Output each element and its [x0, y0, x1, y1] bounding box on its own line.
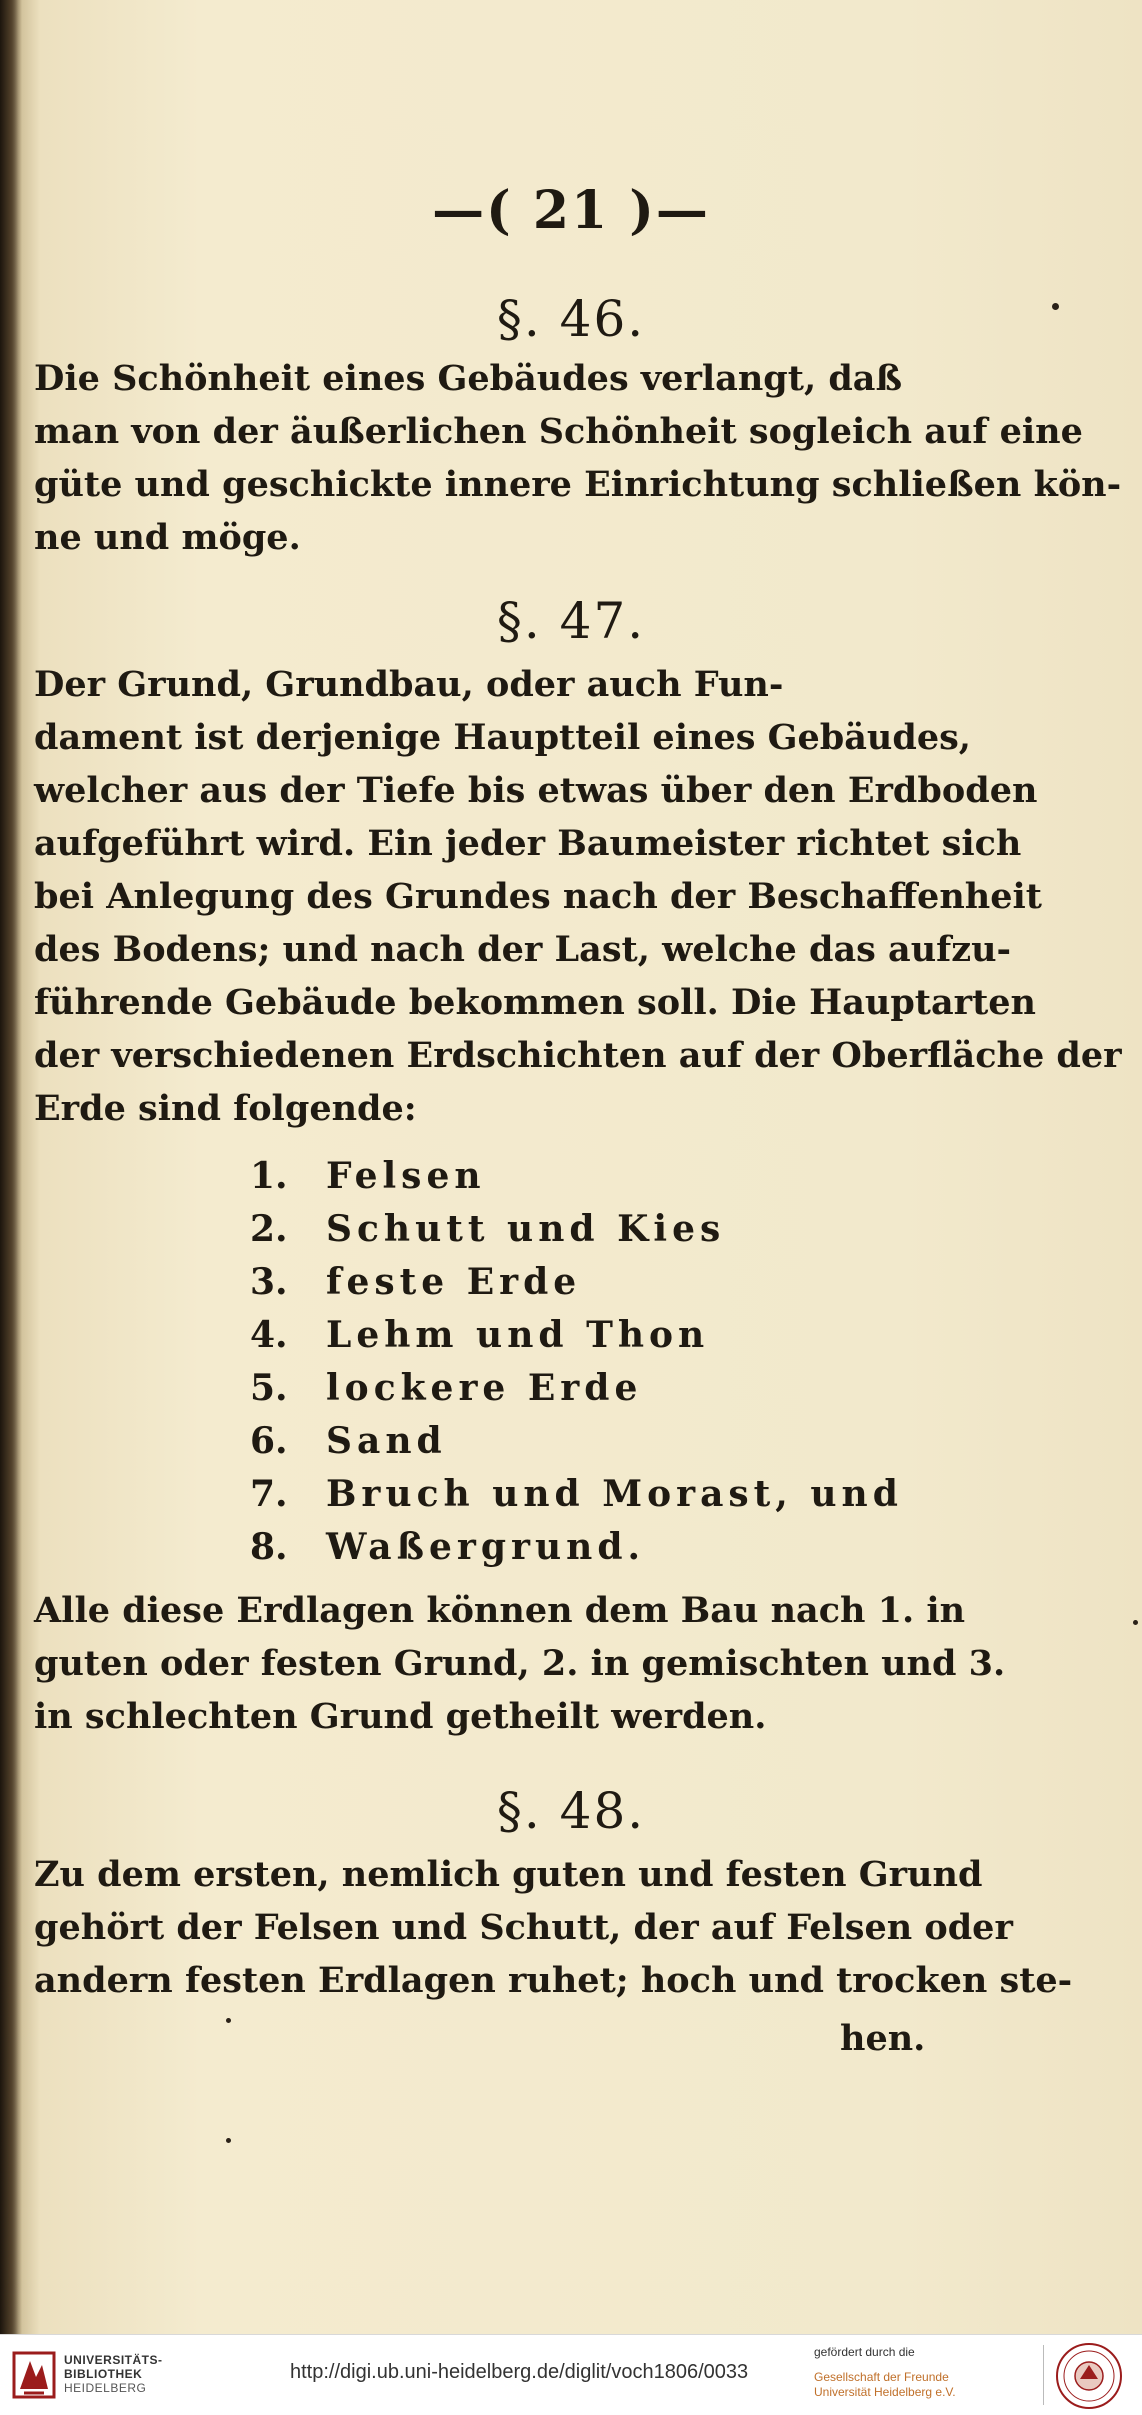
text-line: in schlechten Grund getheilt werden.: [34, 1696, 767, 1737]
library-name-line: HEIDELBERG: [64, 2381, 147, 2395]
sponsor-name: Universität Heidelberg e.V.: [814, 2385, 956, 2399]
list-text: Bruch und Morast, und: [326, 1473, 903, 1515]
list-item: [250, 1521, 903, 1574]
list-text: Lehm und Thon: [326, 1314, 710, 1356]
list-item: [250, 1362, 903, 1415]
text-line: führende Gebäude bekommen soll. Die Hauptarten: [34, 982, 1036, 1023]
list-number: 5.: [250, 1367, 288, 1409]
university-seal-icon: [1054, 2341, 1124, 2411]
sponsor-name: Gesellschaft der Freunde: [814, 2370, 949, 2384]
list-number: 3.: [250, 1261, 288, 1303]
paragraph-46: [34, 352, 1122, 564]
text-line: dament ist derjenige Hauptteil eines Gebäudes,: [34, 717, 971, 758]
text-line: Die Schönheit eines Gebäudes verlangt, daß: [34, 358, 903, 399]
ink-speck: [1052, 303, 1059, 310]
book-spine-shadow: [0, 0, 22, 2334]
text-line: Der Grund, Grundbau, oder auch Fun-: [34, 664, 784, 705]
ink-speck: [226, 2018, 231, 2023]
list-text: Schutt und Kies: [326, 1208, 726, 1250]
text-line: andern festen Erdlagen ruhet; hoch und trocken ste-: [34, 1960, 1073, 2001]
list-text: Waßergrund.: [326, 1526, 646, 1568]
footer-divider: [1043, 2345, 1044, 2405]
library-name: [64, 2353, 163, 2395]
list-text: Felsen: [326, 1155, 486, 1197]
digitization-footer: [0, 2334, 1142, 2415]
ink-speck: [1133, 1620, 1138, 1625]
text-line: Erde sind folgende:: [34, 1088, 417, 1129]
page-header: —( 21 )—: [432, 180, 710, 241]
soil-types-list: [250, 1150, 903, 1574]
text-line: aufgeführt wird. Ein jeder Baumeister richtet sich: [34, 823, 1022, 864]
list-item: [250, 1203, 903, 1256]
list-item: [250, 1415, 903, 1468]
section-heading-48: §. 48.: [496, 1782, 646, 1840]
list-text: Sand: [326, 1420, 447, 1462]
list-item: [250, 1468, 903, 1521]
list-number: 4.: [250, 1314, 288, 1356]
list-number: 2.: [250, 1208, 288, 1250]
text-line: der verschiedenen Erdschichten auf der Oberfläche der: [34, 1035, 1122, 1076]
text-line: gehört der Felsen und Schutt, der auf Felsen oder: [34, 1907, 1013, 1948]
list-item: [250, 1256, 903, 1309]
text-line: Alle diese Erdlagen können dem Bau nach 1. in: [34, 1590, 966, 1631]
list-number: 8.: [250, 1526, 288, 1568]
permalink-url[interactable]: http://digi.ub.uni-heidelberg.de/diglit/voch1806/0033: [290, 2361, 749, 2383]
list-number: 6.: [250, 1420, 288, 1462]
text-line: bei Anlegung des Grundes nach der Beschaffenheit: [34, 876, 1042, 917]
list-text: lockere Erde: [326, 1367, 643, 1409]
text-line: Zu dem ersten, nemlich guten und festen Grund: [34, 1854, 983, 1895]
paragraph-48: [34, 1848, 1073, 2007]
library-name-line: BIBLIOTHEK: [64, 2367, 143, 2381]
section-heading-46: §. 46.: [496, 290, 646, 348]
text-line: guten oder festen Grund, 2. in gemischten und 3.: [34, 1643, 1006, 1684]
list-item: [250, 1150, 903, 1203]
text-line: des Bodens; und nach der Last, welche das aufzu-: [34, 929, 1012, 970]
sponsor-credit: [814, 2345, 1034, 2400]
library-name-line: UNIVERSITÄTS-: [64, 2353, 163, 2367]
list-text: feste Erde: [326, 1261, 582, 1303]
paragraph-47: [34, 658, 1122, 1135]
list-number: 7.: [250, 1473, 288, 1515]
section-heading-47: §. 47.: [496, 592, 646, 650]
ink-speck: [226, 2138, 231, 2143]
list-item: [250, 1309, 903, 1362]
list-number: 1.: [250, 1155, 288, 1197]
university-library-logo-icon: [12, 2349, 56, 2401]
sponsor-prefix: gefördert durch die: [814, 2345, 915, 2359]
catchword: hen.: [840, 2018, 926, 2059]
text-line: man von der äußerlichen Schönheit sogleich auf eine: [34, 411, 1083, 452]
paragraph-47-continued: [34, 1584, 1006, 1743]
text-line: güte und geschickte innere Einrichtung schließen kön-: [34, 464, 1122, 505]
text-line: welcher aus der Tiefe bis etwas über den Erdboden: [34, 770, 1038, 811]
text-line: ne und möge.: [34, 517, 301, 558]
